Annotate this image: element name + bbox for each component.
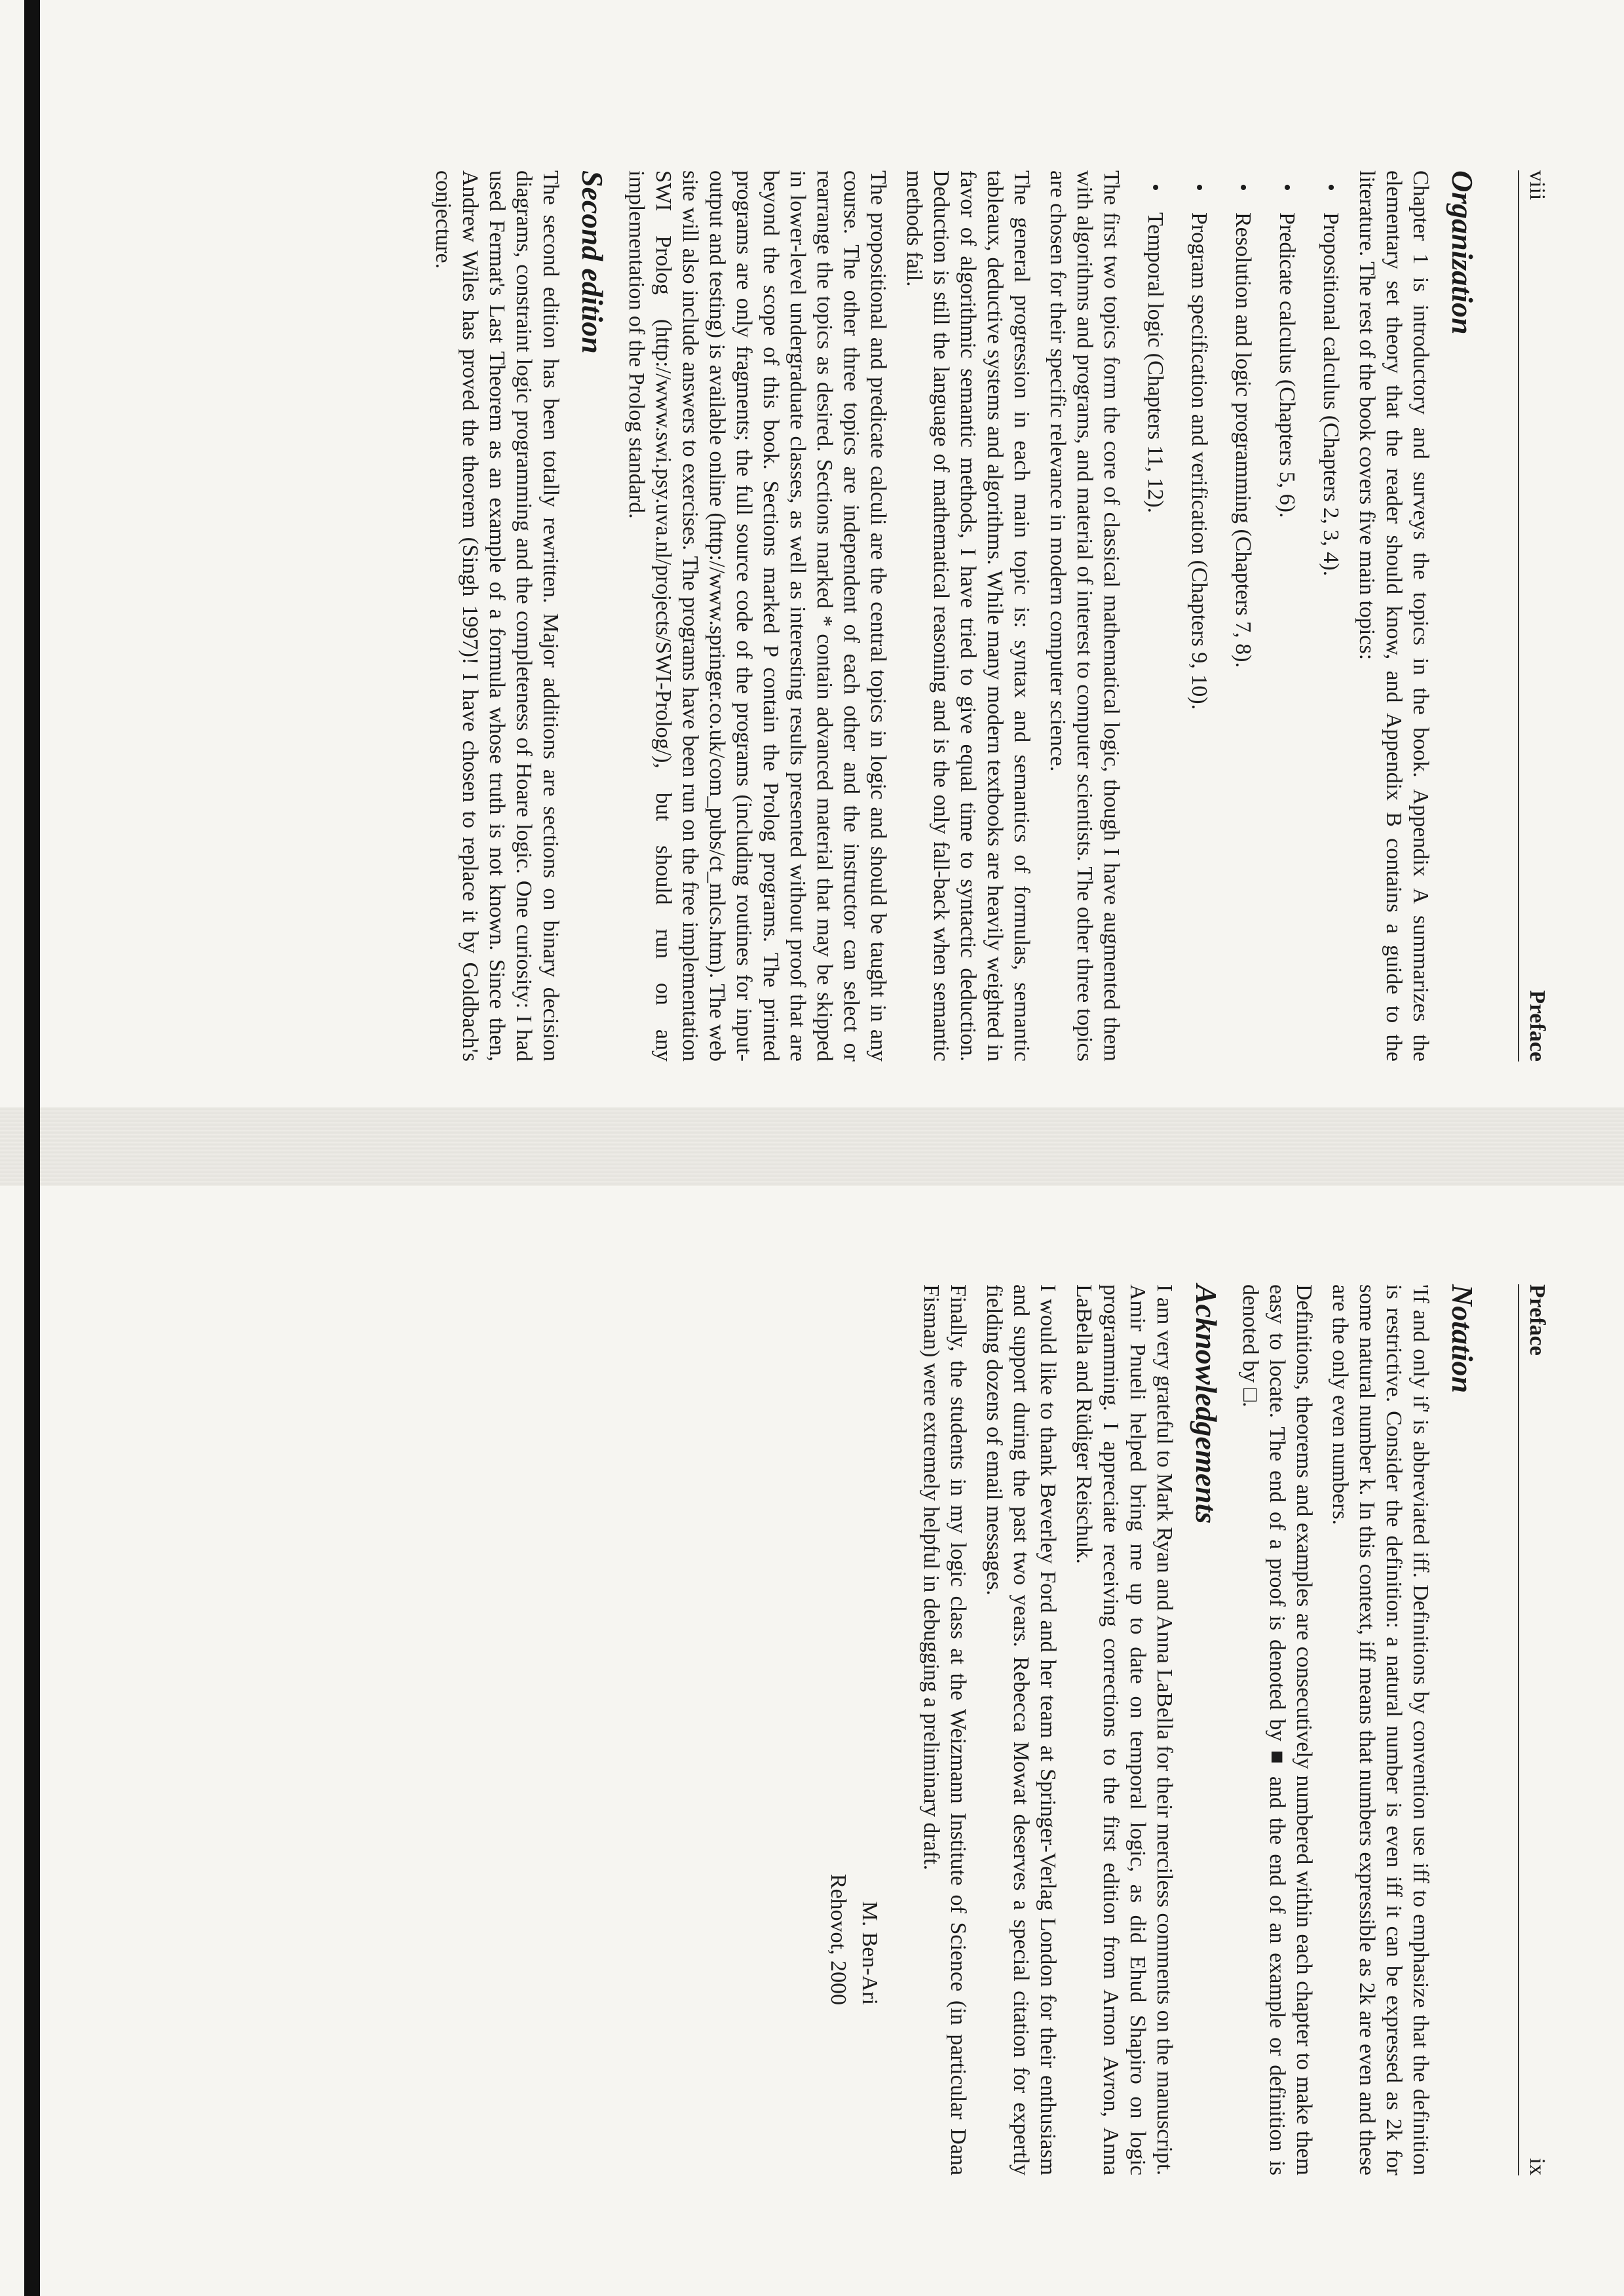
signature-block <box>822 1284 885 2005</box>
acknowledgements-paragraph: I am very grateful to Mark Ryan and Anna LaBella for their merciless comments on the manuscript. Amir Pnueli helped bring me up to date on temporal logic, as did Ehud Shapiro on logic programming. I appreciate receiving corrections to the first edition from Arnon Avron, Anna LaBella and Rüdiger Reischuk. <box>1072 1284 1177 2175</box>
topic-text: Predicate calculus (Chapters 5, 6). <box>1275 212 1299 518</box>
heading-second-edition: Second edition <box>576 170 609 354</box>
page-number-left: viii <box>1525 170 1549 201</box>
running-head-label-left: Preface <box>1525 990 1549 1062</box>
topic-text: Resolution and logic programming (Chapters 7, 8). <box>1231 212 1255 668</box>
topic-item <box>1142 183 1169 1062</box>
topic-text: Propositional calculus (Chapters 2, 3, 4). <box>1319 212 1343 577</box>
acknowledgements-paragraph: I would like to thank Beverley Ford and her team at Springer-Verlag London for their enthusiasm and support during the past two years. Rebecca Mowat deserves a special citation for expertly fielding dozens of email messages. <box>982 1284 1060 2175</box>
right-page-body <box>822 1284 1493 2175</box>
topic-list <box>1142 170 1344 1062</box>
bullet-icon: • <box>1319 183 1343 191</box>
running-head-label-right: Preface <box>1525 1284 1549 1356</box>
notation-paragraph: Definitions, theorems and examples are consecutively numbered within each chapter to make them easy to locate. The end of a proof is denoted by ■ and the end of an example or definition is denoted by □. <box>1238 1284 1316 2175</box>
topic-item <box>1186 183 1213 1062</box>
topic-text: Temporal logic (Chapters 11, 12). <box>1143 212 1167 514</box>
scan-edge-bar <box>24 0 40 2296</box>
bullet-icon: • <box>1143 183 1167 191</box>
heading-organization: Organization <box>1446 170 1479 335</box>
bullet-icon: • <box>1187 183 1211 191</box>
page-ix <box>0 1179 1624 2228</box>
organization-paragraph: The first two topics form the core of classical mathematical logic, though I have augmented them with algorithms and programs, and material of interest to computer scientists. The other three topics are chosen for their specific relevance in modern computer science. <box>1046 170 1124 1062</box>
signature-name: M. Ben-Ari <box>858 1901 882 2005</box>
page-number-right: ix <box>1525 2158 1549 2175</box>
bullet-icon: • <box>1275 183 1299 191</box>
topic-item <box>1274 183 1300 1062</box>
heading-acknowledgements: Acknowledgements <box>1190 1284 1223 1524</box>
organization-intro: Chapter 1 is introductory and surveys the topics in the book. Appendix A summarizes the elementary set theory that the reader should know, and Appendix B contains a guide to the literature. The rest of the book covers five main topics: <box>1355 170 1433 1062</box>
running-head-right <box>1518 1284 1552 2175</box>
running-head-left <box>1518 170 1552 1062</box>
topic-text: Program specification and verification (Chapters 9, 10). <box>1187 212 1211 710</box>
heading-notation: Notation <box>1446 1284 1479 1394</box>
bullet-icon: • <box>1231 183 1255 191</box>
topic-item <box>1317 183 1344 1062</box>
scan-gutter <box>0 1107 1624 1186</box>
acknowledgements-paragraph: Finally, the students in my logic class at the Weizmann Institute of Science (in particular Dana Fisman) were extremely helpful in debugging a preliminary draft. <box>919 1284 970 2175</box>
organization-paragraph: The general progression in each main topic is: syntax and semantics of formulas, semantic tableaux, deductive systems and algorithms. While many modern textbooks are heavily weighted in favor of algorithmic semantic methods, I have tried to give equal time to syntactic deduction. Deduction is still the language of mathematical reasoning and is the only fall-back when semantic methods fail. <box>902 170 1034 1062</box>
topic-item <box>1230 183 1256 1062</box>
second-edition-text: The second edition has been totally rewritten. Major additions are sections on binary decision diagrams, constraint logic programming and the completeness of Hoare logic. One curiosity: I had used Fermat's Last Theorem as an example of a formula whose truth is not known. Since then, Andrew Wiles has proved the theorem (Singh 1997)! I have chosen to replace it by Goldbach's conjecture. <box>431 170 563 1062</box>
notation-paragraph: 'If and only if' is abbreviated iff. Definitions by convention use iff to emphasize that the definition is restrictive. Consider the definition: a natural number is even iff it can be expressed as 2k for some natural number k. In this context, iff means that numbers expressible as 2k are even and these are the only even numbers. <box>1328 1284 1433 2175</box>
organization-paragraph: The propositional and predicate calculi are the central topics in logic and should be taught in any course. The other three topics are independent of each other and the instructor can select or rearrange the topics as desired. Sections marked * contain advanced material that may be skipped in lower-level undergraduate classes, as well as interesting results presented without proof that are beyond the scope of this book. Sections marked P contain the Prolog programs. The printed programs are only fragments; the full source code of the programs (including routines for input-output and testing) is available online (http://www.springer.co.uk/com_pubs/ct_mlcs.htm). The web site will also include answers to exercises. The programs have been run on the free implementation SWI Prolog (http://www.swi.psy.uva.nl/projects/SWI-Prolog/), but should run on any implementation of the Prolog standard. <box>624 170 890 1062</box>
signature-place: Rehovot, 2000 <box>826 1873 850 2005</box>
left-page-body <box>421 170 1493 1062</box>
page-viii <box>0 66 1624 1114</box>
